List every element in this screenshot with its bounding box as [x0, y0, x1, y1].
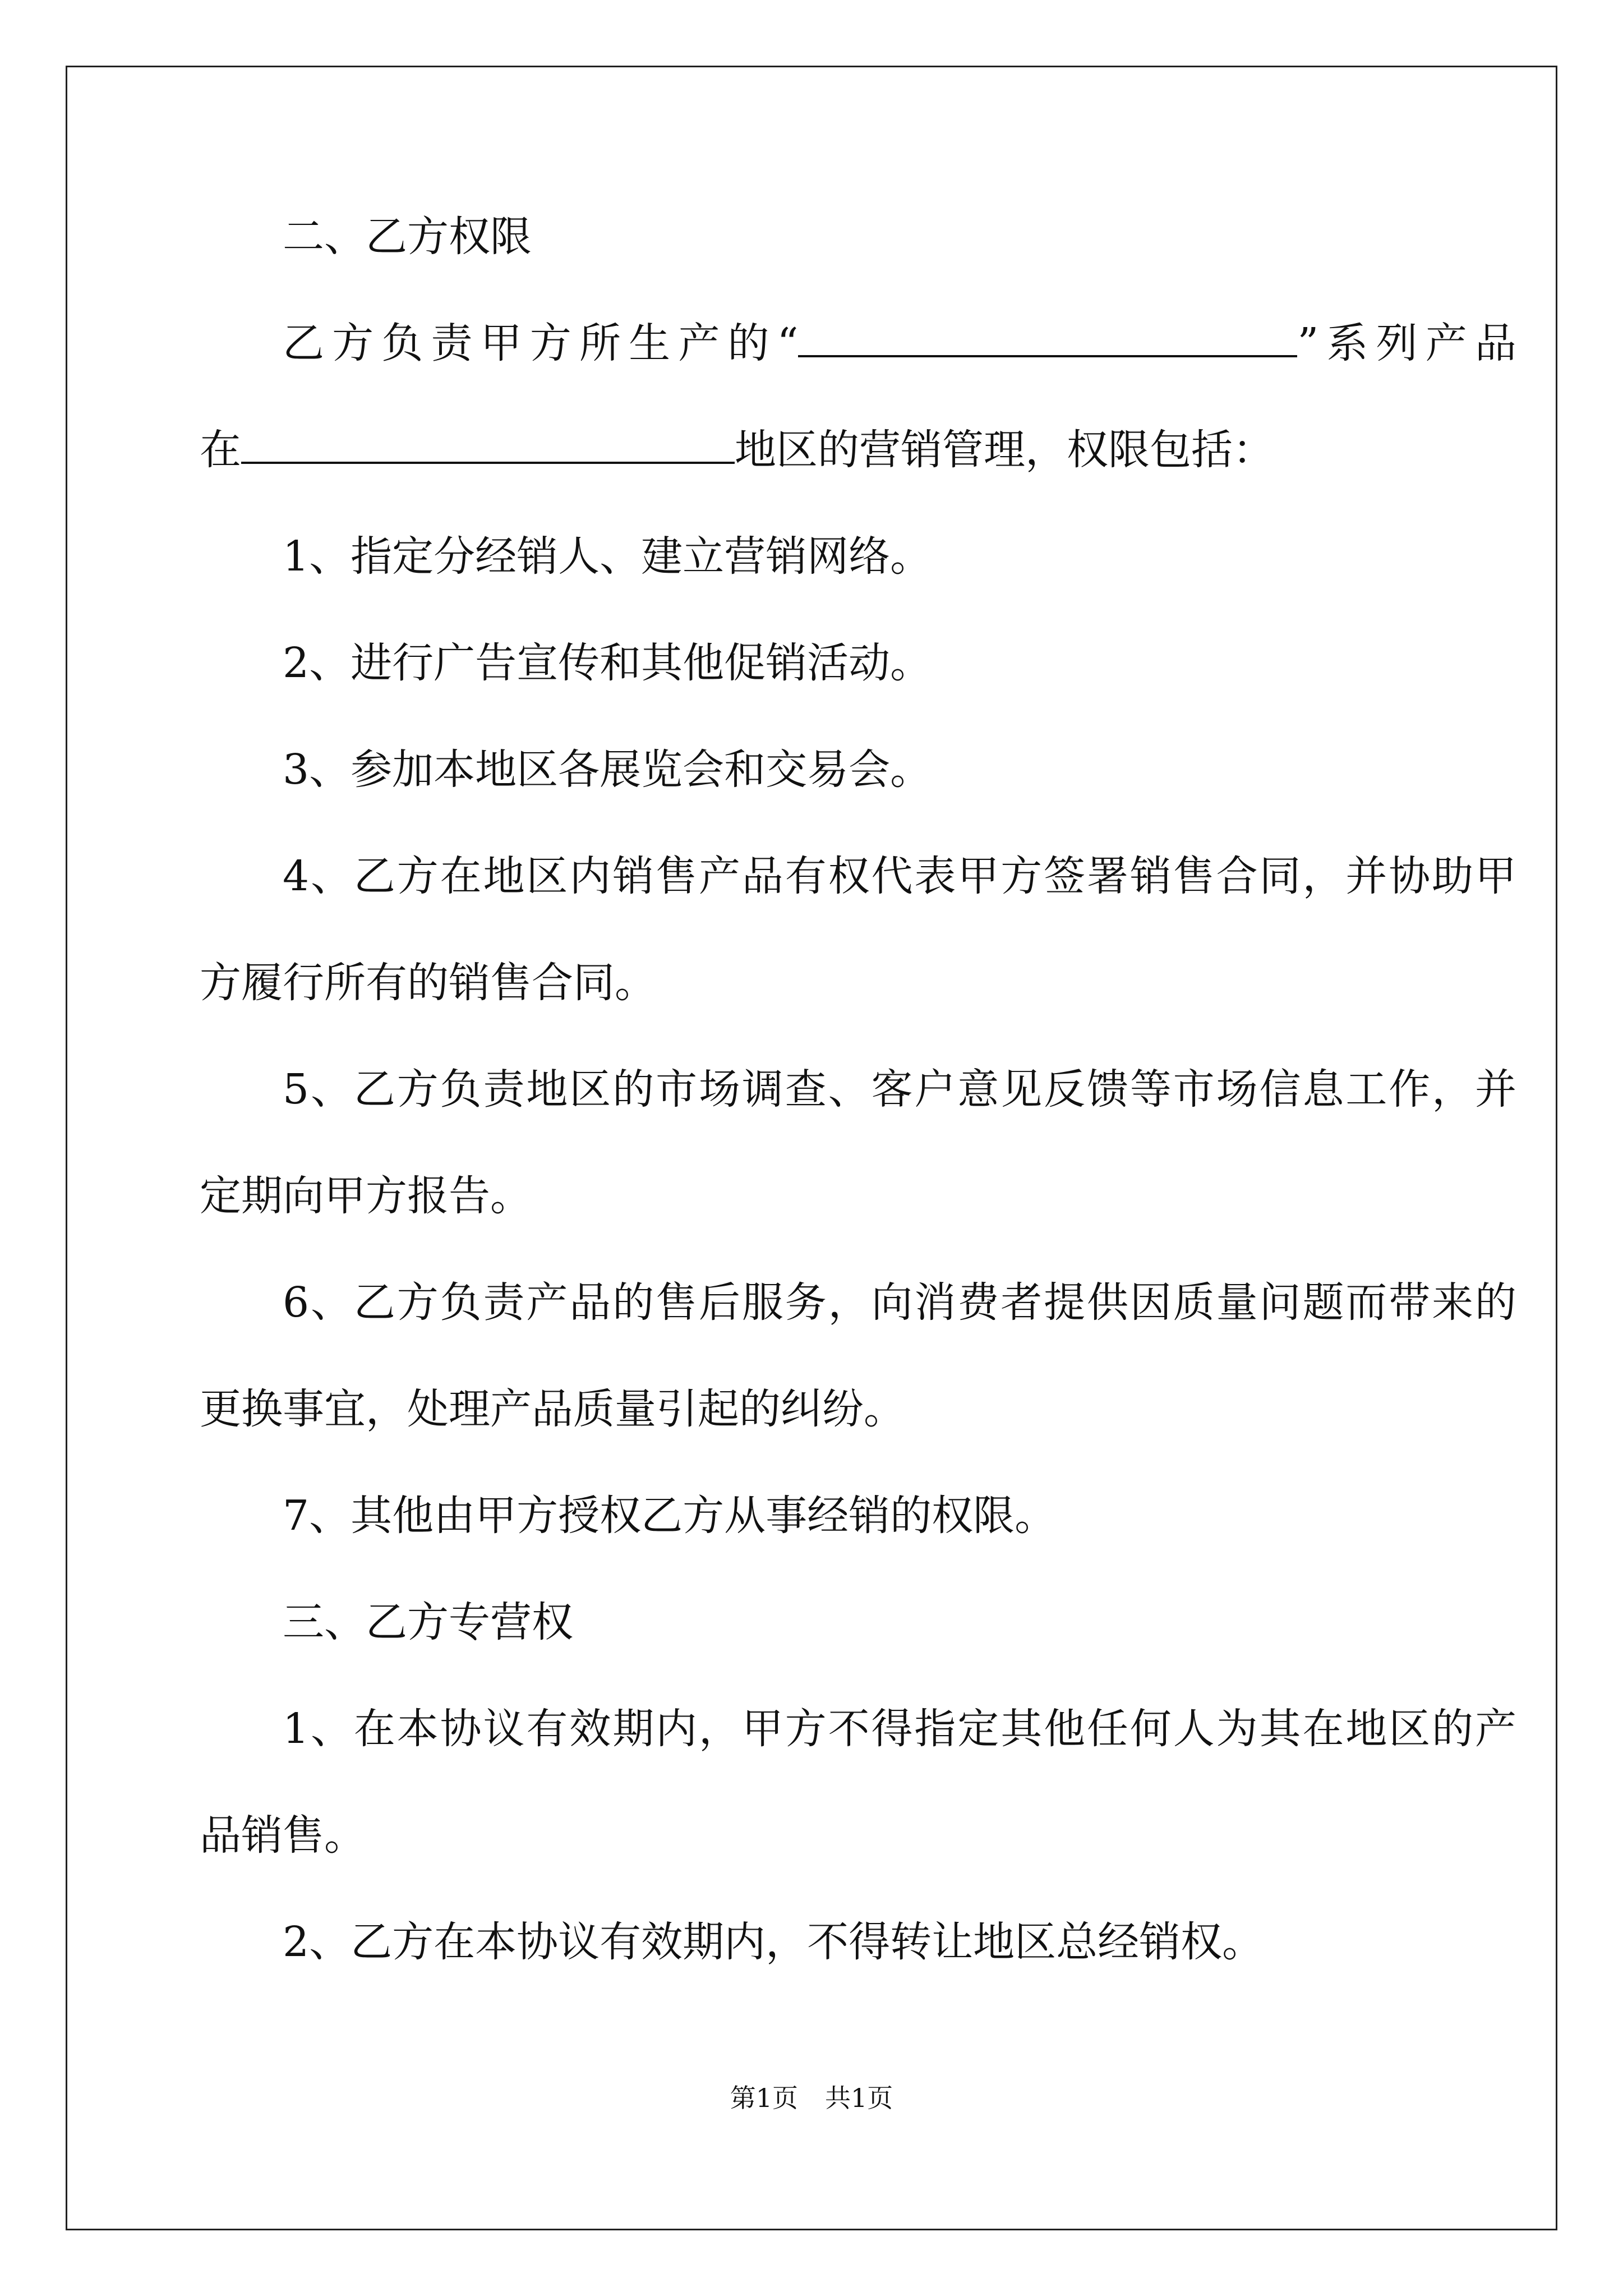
list-item-6-line1: 6、乙方负责产品的售后服务，向消费者提供因质量问题而带来的	[283, 1278, 1516, 1327]
section3-item-2: 2、乙方在本协议有效期内，不得转让地区总经销权。	[283, 1918, 1264, 1966]
page-border	[66, 66, 1557, 2230]
intro-text-a: 乙方负责甲方所生产的“	[283, 319, 799, 367]
list-item-4-line1: 4、乙方在地区内销售产品有权代表甲方签署销售合同，并协助甲	[283, 852, 1516, 900]
list-item-1: 1、指定分经销人、建立营销网络。	[283, 532, 932, 581]
paragraph-intro-line1	[200, 310, 1516, 377]
list-item-2: 2、进行广告宣传和其他促销活动。	[283, 639, 932, 687]
section-heading-2: 二、乙方权限	[283, 213, 532, 261]
intro-text-d: 地区的营销管理，权限包括：	[735, 426, 1274, 474]
list-item-5-line1: 5、乙方负责地区的市场调查、客户意见反馈等市场信息工作，并	[283, 1065, 1516, 1114]
section3-item-1-line2: 品销售。	[200, 1811, 366, 1860]
paragraph-intro-line2	[200, 416, 1274, 484]
list-item-7: 7、其他由甲方授权乙方从事经销的权限。	[283, 1492, 1057, 1540]
list-item-5-line2: 定期向甲方报告。	[200, 1172, 532, 1220]
list-item-6-line2: 更换事宜，处理产品质量引起的纠纷。	[200, 1385, 905, 1433]
section3-item-1-line1: 1、在本协议有效期内，甲方不得指定其他任何人为其在地区的产	[283, 1705, 1516, 1753]
region-name-blank	[241, 428, 735, 464]
intro-text-c: 在	[200, 426, 241, 474]
page-number-total: 共1页	[825, 2083, 893, 2113]
list-item-3: 3、参加本地区各展览会和交易会。	[283, 746, 932, 794]
page-number-current: 第1页	[730, 2083, 798, 2113]
page-footer	[0, 2081, 1623, 2115]
list-item-4-line2: 方履行所有的销售合同。	[200, 959, 656, 1007]
intro-text-b: ”系列产品	[1297, 319, 1516, 367]
section-heading-3: 三、乙方专营权	[283, 1598, 573, 1646]
product-name-blank	[798, 321, 1297, 357]
